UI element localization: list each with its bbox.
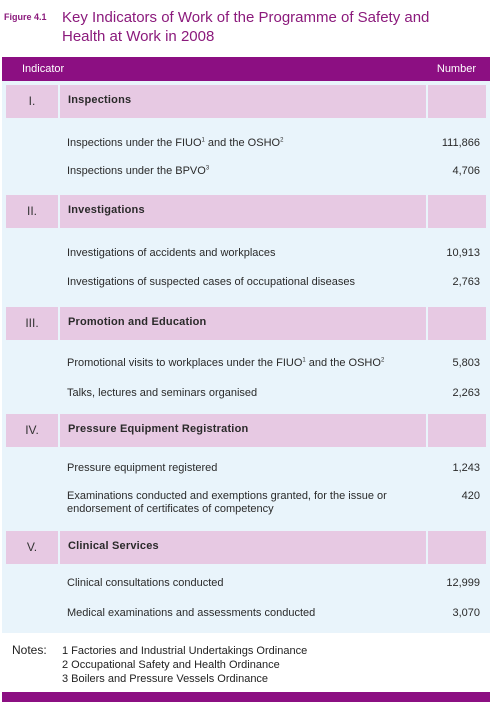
- figure-label: Figure 4.1: [4, 12, 47, 22]
- section-title: Investigations: [68, 204, 145, 216]
- table-row: Pressure equipment registered: [67, 462, 218, 474]
- row-value: 4,706: [452, 165, 480, 177]
- row-value: 2,263: [452, 387, 480, 399]
- table-row: Promotional visits to workplaces under the FIUO$^1$ and the OSHO$^2$: [67, 357, 385, 369]
- header-indicator: Indicator: [22, 63, 65, 75]
- section-number: III.: [25, 316, 39, 330]
- section-number: II.: [26, 204, 37, 218]
- section-title: Inspections: [68, 94, 132, 106]
- row-value: 420: [461, 490, 480, 502]
- section-number: I.: [28, 94, 36, 108]
- section-title: Promotion and Education: [68, 316, 207, 328]
- section-title: Pressure Equipment Registration: [68, 423, 249, 435]
- table-row: Inspections under the FIUO$^1$ and the OSHO$^2$: [67, 137, 284, 149]
- section-row-inspections: [2, 85, 490, 118]
- notes-label: Notes:: [12, 643, 47, 657]
- table-header: [2, 57, 490, 81]
- table-row: Examinations conducted and exemptions granted, for the issue or endorsement of certificates of competency: [67, 490, 387, 515]
- figure-title: Key Indicators of Work of the Programme of Safety and Health at Work in 2008: [62, 9, 430, 45]
- table-row: Inspections under the BPVO$^3$: [67, 165, 210, 177]
- row-value: 111,866: [441, 137, 480, 149]
- header-number: Number: [436, 63, 476, 75]
- row-value: 2,763: [452, 276, 480, 288]
- row-value: 3,070: [452, 607, 480, 619]
- section-number: V.: [26, 540, 38, 554]
- indicators-table: [2, 57, 490, 633]
- section-title: Clinical Services: [68, 540, 159, 552]
- table-row: Investigations of suspected cases of occupational diseases: [67, 276, 356, 288]
- row-value: 12,999: [446, 577, 480, 589]
- note-item: 3 Boilers and Pressure Vessels Ordinance: [62, 673, 269, 685]
- section-number: IV.: [25, 423, 39, 437]
- footer-bar: [2, 692, 490, 702]
- note-item: 1 Factories and Industrial Undertakings Ordinance: [62, 645, 308, 657]
- section-row-investigations: [2, 195, 490, 228]
- table-row: Talks, lectures and seminars organised: [67, 387, 258, 399]
- section-row-clinical-services: [2, 531, 490, 564]
- row-value: 1,243: [452, 462, 480, 474]
- section-row-promotion: [2, 307, 490, 340]
- table-row: Investigations of accidents and workplaces: [67, 247, 276, 259]
- row-value: 10,913: [446, 247, 480, 259]
- table-row: Medical examinations and assessments conducted: [67, 607, 316, 619]
- section-row-pressure-equipment: [2, 414, 490, 447]
- table-row: Clinical consultations conducted: [67, 577, 224, 589]
- row-value: 5,803: [452, 357, 480, 369]
- note-item: 2 Occupational Safety and Health Ordinance: [62, 659, 280, 671]
